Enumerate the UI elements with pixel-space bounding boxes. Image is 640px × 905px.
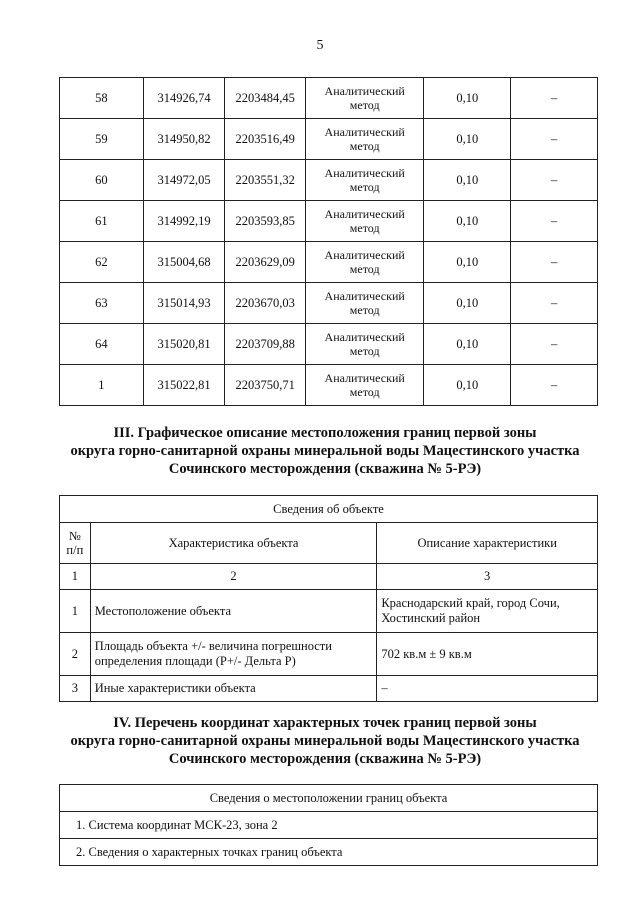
table-title: Сведения об объекте xyxy=(60,496,598,523)
accuracy: 0,10 xyxy=(424,201,511,242)
point-description: – xyxy=(511,119,598,160)
method-cell xyxy=(306,201,424,242)
point-description: – xyxy=(511,324,598,365)
point-number: 61 xyxy=(60,201,144,242)
method-line1: Аналитический xyxy=(324,330,405,344)
col-index: 2 xyxy=(90,564,377,590)
coord-y: 2203709,88 xyxy=(225,324,306,365)
accuracy: 0,10 xyxy=(424,78,511,119)
method-line2: метод xyxy=(349,344,380,358)
characteristic: Местоположение объекта xyxy=(90,590,377,633)
col-header-description: Описание характеристики xyxy=(377,523,598,564)
method-line2: метод xyxy=(349,262,380,276)
table-title-row xyxy=(60,785,598,812)
heading-line: округа горно-санитарной охраны минеральной воды Мацестинского участка xyxy=(70,733,580,749)
coord-x: 315004,68 xyxy=(143,242,225,283)
section-3-heading xyxy=(30,424,620,478)
table-row xyxy=(60,283,598,324)
table-title-row xyxy=(60,496,598,523)
table-row xyxy=(60,201,598,242)
col-index: 1 xyxy=(60,564,91,590)
coord-x: 315022,81 xyxy=(143,365,225,406)
method-line2: метод xyxy=(349,303,380,317)
method-cell xyxy=(306,78,424,119)
accuracy: 0,10 xyxy=(424,365,511,406)
coord-y: 2203551,32 xyxy=(225,160,306,201)
table-title: Сведения о местоположении границ объекта xyxy=(60,785,598,812)
col-header-number xyxy=(60,523,91,564)
table-index-row xyxy=(60,564,598,590)
coord-y: 2203484,45 xyxy=(225,78,306,119)
point-description: – xyxy=(511,160,598,201)
col-number-line1: № xyxy=(68,529,81,543)
point-description: – xyxy=(511,201,598,242)
coord-y: 2203516,49 xyxy=(225,119,306,160)
method-line1: Аналитический xyxy=(324,207,405,221)
method-cell xyxy=(306,283,424,324)
method-line2: метод xyxy=(349,180,380,194)
table-header-row xyxy=(60,523,598,564)
method-line2: метод xyxy=(349,139,380,153)
accuracy: 0,10 xyxy=(424,283,511,324)
accuracy: 0,10 xyxy=(424,160,511,201)
method-cell xyxy=(306,160,424,201)
table-row xyxy=(60,590,598,633)
table-row xyxy=(60,676,598,702)
coord-y: 2203750,71 xyxy=(225,365,306,406)
heading-line: III. Графическое описание местоположения границ первой зоны xyxy=(113,425,537,441)
accuracy: 0,10 xyxy=(424,324,511,365)
col-header-characteristic: Характеристика объекта xyxy=(90,523,377,564)
coordinate-system: 1. Система координат МСК-23, зона 2 xyxy=(60,812,598,839)
table-row xyxy=(60,812,598,839)
point-number: 59 xyxy=(60,119,144,160)
row-number: 2 xyxy=(60,633,91,676)
accuracy: 0,10 xyxy=(424,119,511,160)
section-4-heading xyxy=(30,714,620,768)
method-line2: метод xyxy=(349,385,380,399)
point-number: 1 xyxy=(60,365,144,406)
table-row xyxy=(60,119,598,160)
heading-line: округа горно-санитарной охраны минеральной воды Мацестинского участка xyxy=(70,443,580,459)
method-line1: Аналитический xyxy=(324,125,405,139)
method-cell xyxy=(306,324,424,365)
row-number: 1 xyxy=(60,590,91,633)
coord-x: 314950,82 xyxy=(143,119,225,160)
point-description: – xyxy=(511,78,598,119)
coord-y: 2203593,85 xyxy=(225,201,306,242)
description xyxy=(377,590,598,633)
coord-x: 314972,05 xyxy=(143,160,225,201)
description: – xyxy=(377,676,598,702)
location-info-table xyxy=(59,784,598,866)
heading-line: IV. Перечень координат характерных точек границ первой зоны xyxy=(113,715,537,731)
point-description: – xyxy=(511,242,598,283)
method-cell xyxy=(306,119,424,160)
method-line2: метод xyxy=(349,98,380,112)
method-line1: Аналитический xyxy=(324,289,405,303)
method-line1: Аналитический xyxy=(324,371,405,385)
characteristic-line2: определения площади (Р+/- Дельта Р) xyxy=(94,654,296,668)
table-row xyxy=(60,78,598,119)
table-row xyxy=(60,365,598,406)
coordinates-table xyxy=(59,77,598,406)
point-description: – xyxy=(511,283,598,324)
characteristic xyxy=(90,633,377,676)
description: 702 кв.м ± 9 кв.м xyxy=(377,633,598,676)
boundary-points-info: 2. Сведения о характерных точках границ объекта xyxy=(60,839,598,866)
characteristic: Иные характеристики объекта xyxy=(90,676,377,702)
coord-x: 314926,74 xyxy=(143,78,225,119)
point-number: 58 xyxy=(60,78,144,119)
heading-line: Сочинского месторождения (скважина № 5-РЭ) xyxy=(168,751,482,767)
row-number: 3 xyxy=(60,676,91,702)
coord-x: 315020,81 xyxy=(143,324,225,365)
accuracy: 0,10 xyxy=(424,242,511,283)
object-info-table xyxy=(59,495,598,702)
table-row xyxy=(60,160,598,201)
point-number: 64 xyxy=(60,324,144,365)
method-line1: Аналитический xyxy=(324,84,405,98)
coord-x: 314992,19 xyxy=(143,201,225,242)
characteristic-line1: Площадь объекта +/- величина погрешности xyxy=(94,639,332,653)
coord-y: 2203670,03 xyxy=(225,283,306,324)
coord-y: 2203629,09 xyxy=(225,242,306,283)
point-description: – xyxy=(511,365,598,406)
method-line1: Аналитический xyxy=(324,248,405,262)
coord-x: 315014,93 xyxy=(143,283,225,324)
table-row xyxy=(60,242,598,283)
col-index: 3 xyxy=(377,564,598,590)
point-number: 63 xyxy=(60,283,144,324)
page-number: 5 xyxy=(316,38,324,53)
table-row xyxy=(60,324,598,365)
point-number: 62 xyxy=(60,242,144,283)
col-number-line2: п/п xyxy=(66,543,84,557)
method-cell xyxy=(306,242,424,283)
point-number: 60 xyxy=(60,160,144,201)
description-line2: Хостинский район xyxy=(381,611,481,625)
method-line2: метод xyxy=(349,221,380,235)
table-row xyxy=(60,839,598,866)
description-line1: Краснодарский край, город Сочи, xyxy=(381,596,560,610)
method-cell xyxy=(306,365,424,406)
table-row xyxy=(60,633,598,676)
method-line1: Аналитический xyxy=(324,166,405,180)
heading-line: Сочинского месторождения (скважина № 5-РЭ) xyxy=(168,461,482,477)
